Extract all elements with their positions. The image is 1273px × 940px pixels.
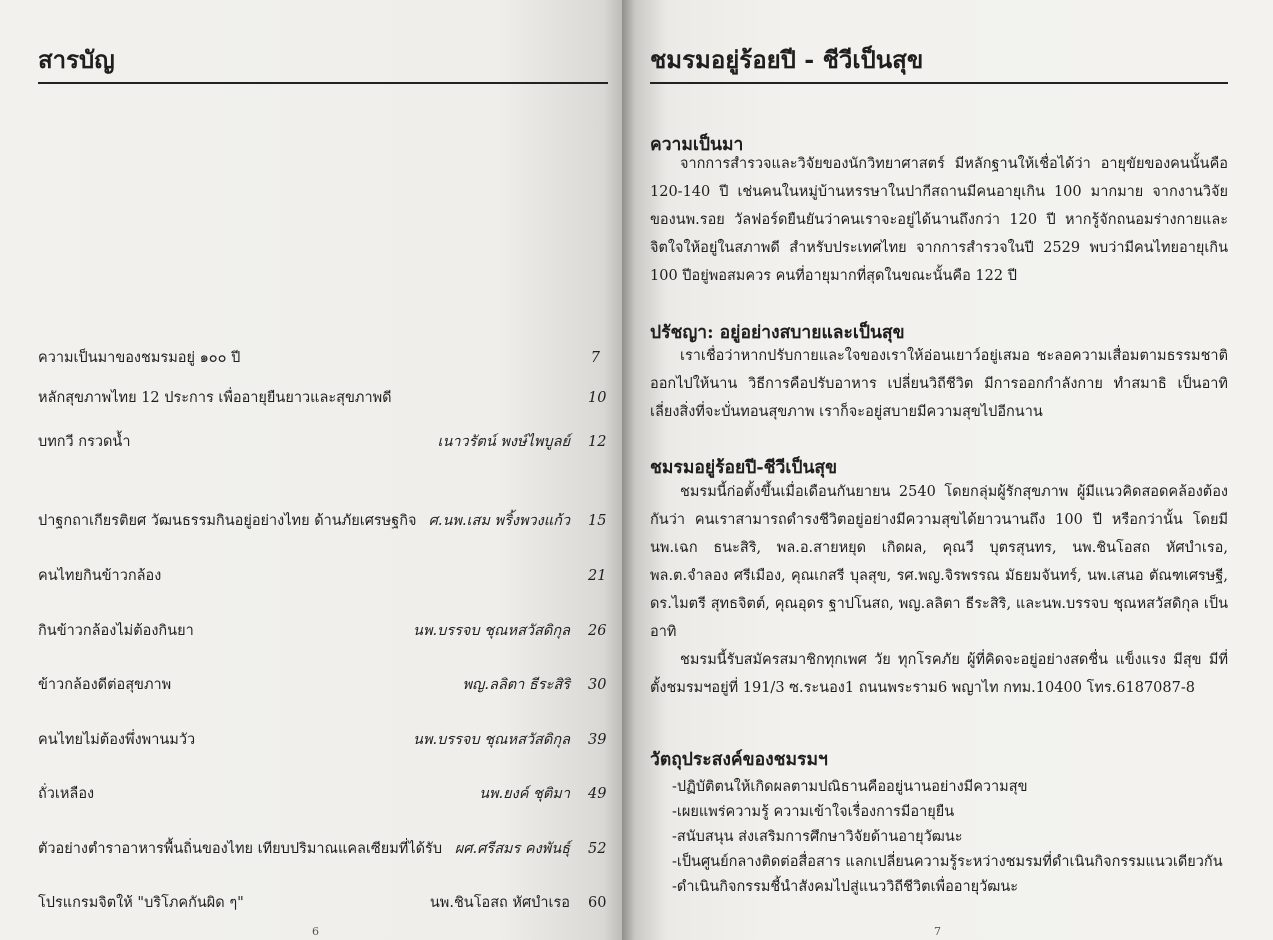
toc-item-title: หลักสุขภาพไทย 12 ประการ เพื่ออายุยืนยาวและสุขภาพดี (38, 390, 392, 406)
left-page (0, 0, 622, 940)
objective-item: -เผยแพร่ความรู้ ความเข้าใจเรื่องการมีอายุยืน (672, 804, 955, 820)
objective-item: -ปฏิบัติตนให้เกิดผลตามปณิธานคืออยู่นานอย่างมีความสุข (672, 779, 1028, 795)
section-body (650, 342, 1228, 426)
toc-item-title: กินข้าวกล้องไม่ต้องกินยา (38, 623, 194, 639)
toc-item[interactable] (38, 890, 607, 916)
paragraph: จากการสำรวจและวิจัยของนักวิทยาศาสตร์ มีหลักฐานให้เชื่อได้ว่า อายุขัยของคนนั้นคือ 120-140 ปี เช่นคนในหมู่บ้านหรรษาในปากีสถานมีคนอายุเกิน 100 มากมาย จากงานวิจัยของนพ.รอย วัลฟอร์ดยืนยันว่าคนเราจะอยู่ได้นานถึงกว่า 120 ปี หากรู้จักถนอมร่างกายและจิตใจให้อยู่ในสภาพดี สำหรับประเทศไทย จากการสำรวจในปี 2529 พบว่ามีคนไทยอายุเกิน 100 ปีอยู่พอสมควร คนที่อายุมากที่สุดในขณะนั้นคือ 122 ปี (650, 156, 1228, 284)
section-body (650, 478, 1228, 702)
toc-item-title: ความเป็นมาของชมรมอยู่ ๑๐๐ ปี (38, 350, 241, 366)
toc-item-page: 26 (588, 623, 607, 639)
toc-item-page: 60 (588, 895, 607, 911)
toc-item-title: คนไทยกินข้าวกล้อง (38, 568, 162, 584)
objective-item: -สนับสนุน ส่งเสริมการศึกษาวิจัยด้านอายุวัฒนะ (672, 829, 963, 845)
toc-item-author: ผศ.ศรีสมร คงพันธุ์ (454, 841, 570, 857)
toc-item-title: ข้าวกล้องดีต่อสุขภาพ (38, 677, 172, 693)
page-number-left: 6 (312, 925, 319, 938)
toc-item[interactable] (38, 836, 607, 862)
toc-item-author: นพ.ยงค์ ชุติมา (479, 786, 570, 802)
paragraph: ชมรมนี้รับสมัครสมาชิกทุกเพศ วัย ทุกโรคภัย ผู้ที่คิดจะอยู่อย่างสดชื่น แข็งแรง มีสุข มีที่ตั้งชมรมฯอยู่ที่ 191/3 ซ.ระนอง1 ถนนพระราม6 พญาไท กทม.10400 โทร.6187087-8 (650, 652, 1228, 696)
toc-item-title: คนไทยไม่ต้องพึ่งพานมวัว (38, 732, 196, 748)
toc-item-author: นพ.บรรจบ ชุณหสวัสดิกุล (413, 732, 570, 748)
objective-item: -เป็นศูนย์กลางติดต่อสื่อสาร แลกเปลี่ยนความรู้ระหว่างชมรมที่ดำเนินกิจกรรมแนวเดียวกัน (672, 854, 1223, 870)
title-rule (38, 82, 608, 84)
toc-item-title: ถั่วเหลือง (38, 786, 95, 802)
toc-item-author: เนาวรัตน์ พงษ์ไพบูลย์ (437, 434, 570, 450)
toc-item-page: 15 (588, 513, 607, 529)
objectives-list (672, 775, 1223, 900)
toc-title: สารบัญ (38, 45, 115, 74)
right-page (622, 0, 1273, 940)
section-heading: ชมรมอยู่ร้อยปี-ชีวีเป็นสุข (650, 458, 838, 478)
toc-item-author: พญ.ลลิตา ธีระสิริ (462, 677, 570, 693)
title-rule (650, 82, 1228, 84)
toc-item[interactable] (38, 727, 607, 753)
toc-item-page: 12 (588, 434, 607, 450)
toc-item-page: 7 (590, 350, 600, 366)
toc-item[interactable] (38, 429, 607, 455)
section-body (650, 150, 1228, 290)
toc-item-title: ตัวอย่างตำราอาหารพื้นถิ่นของไทย เทียบปริมาณแคลเซียมที่ได้รับ (38, 841, 443, 857)
toc-item-page: 52 (588, 841, 607, 857)
toc-item-page: 10 (588, 390, 607, 406)
toc-item-page: 21 (588, 568, 607, 584)
objective-item: -ดำเนินกิจกรรมชี้นำสังคมไปสู่แนววิถีชีวิตเพื่ออายุวัฒนะ (672, 879, 1019, 895)
toc-item[interactable] (38, 672, 607, 698)
toc-item-page: 39 (588, 732, 607, 748)
toc-item-author: ศ.นพ.เสม พริ้งพวงแก้ว (428, 513, 570, 529)
toc-item-title: โปรแกรมจิตให้ "บริโภคกันผิด ๆ" (38, 895, 244, 911)
objectives-heading: วัตถุประสงค์ของชมรมฯ (650, 750, 828, 770)
toc-item-page: 30 (588, 677, 607, 693)
toc-item-page: 49 (588, 786, 607, 802)
toc-item[interactable] (38, 563, 607, 589)
paragraph: เราเชื่อว่าหากปรับกายและใจของเราให้อ่อนเยาว์อยู่เสมอ ชะลอความเสื่อมตามธรรมชาติออกไปให้นาน วิธีการคือปรับอาหาร เปลี่ยนวิถีชีวิต มีการออกกำลังกาย ทำสมาธิ เป็นอาทิ เลี่ยงสิ่งที่จะบั่นทอนสุขภาพ เราก็จะอยู่สบายมีความสุขไปอีกนาน (650, 348, 1228, 420)
paragraph: ชมรมนี้ก่อตั้งขึ้นเมื่อเดือนกันยายน 2540 โดยกลุ่มผู้รักสุขภาพ ผู้มีแนวคิดสอดคล้องต้องกันว่า คนเราสามารถดำรงชีวิตอยู่อย่างมีความสุขได้ยาวนานถึง 100 ปี หรือกว่านั้น โดยมีนพ.เฉก ธนะสิริ, พล.อ.สายหยุด เกิดผล, คุณวี บุตรสุนทร, นพ.ชินโอสถ หัศบำเรอ, พล.ต.จำลอง ศรีเมือง, คุณเกสรี บุลสุข, รศ.พญ.จิรพรรณ มัธยมจันทร์, นพ.เสนอ ตัณฑเศรษฐี, ดร.ไมตรี สุทธจิตต์, คุณอุดร ฐาปโนสถ, พญ.ลลิตา ธีระสิริ, และนพ.บรรจบ ชุณหสวัสดิกุล เป็นอาทิ (650, 484, 1228, 640)
toc-item[interactable] (38, 508, 607, 534)
section-heading: ความเป็นมา (650, 135, 744, 155)
toc-item[interactable] (38, 345, 600, 371)
page-number-right: 7 (934, 925, 941, 938)
section-heading: ปรัชญา: อยู่อย่างสบายและเป็นสุข (650, 323, 905, 343)
toc-item[interactable] (38, 781, 607, 807)
toc-item[interactable] (38, 385, 607, 411)
toc-item-title: ปาฐกถาเกียรติยศ วัฒนธรรมกินอยู่อย่างไทย ด้านภัยเศรษฐกิจ (38, 513, 417, 529)
toc-item-author: นพ.ชินโอสถ หัศบำเรอ (429, 895, 570, 911)
toc-item[interactable] (38, 618, 607, 644)
toc-item-author: นพ.บรรจบ ชุณหสวัสดิกุล (413, 623, 570, 639)
article-title: ชมรมอยู่ร้อยปี - ชีวีเป็นสุข (650, 45, 924, 74)
toc-item-title: บทกวี กรวดน้ำ (38, 434, 131, 450)
